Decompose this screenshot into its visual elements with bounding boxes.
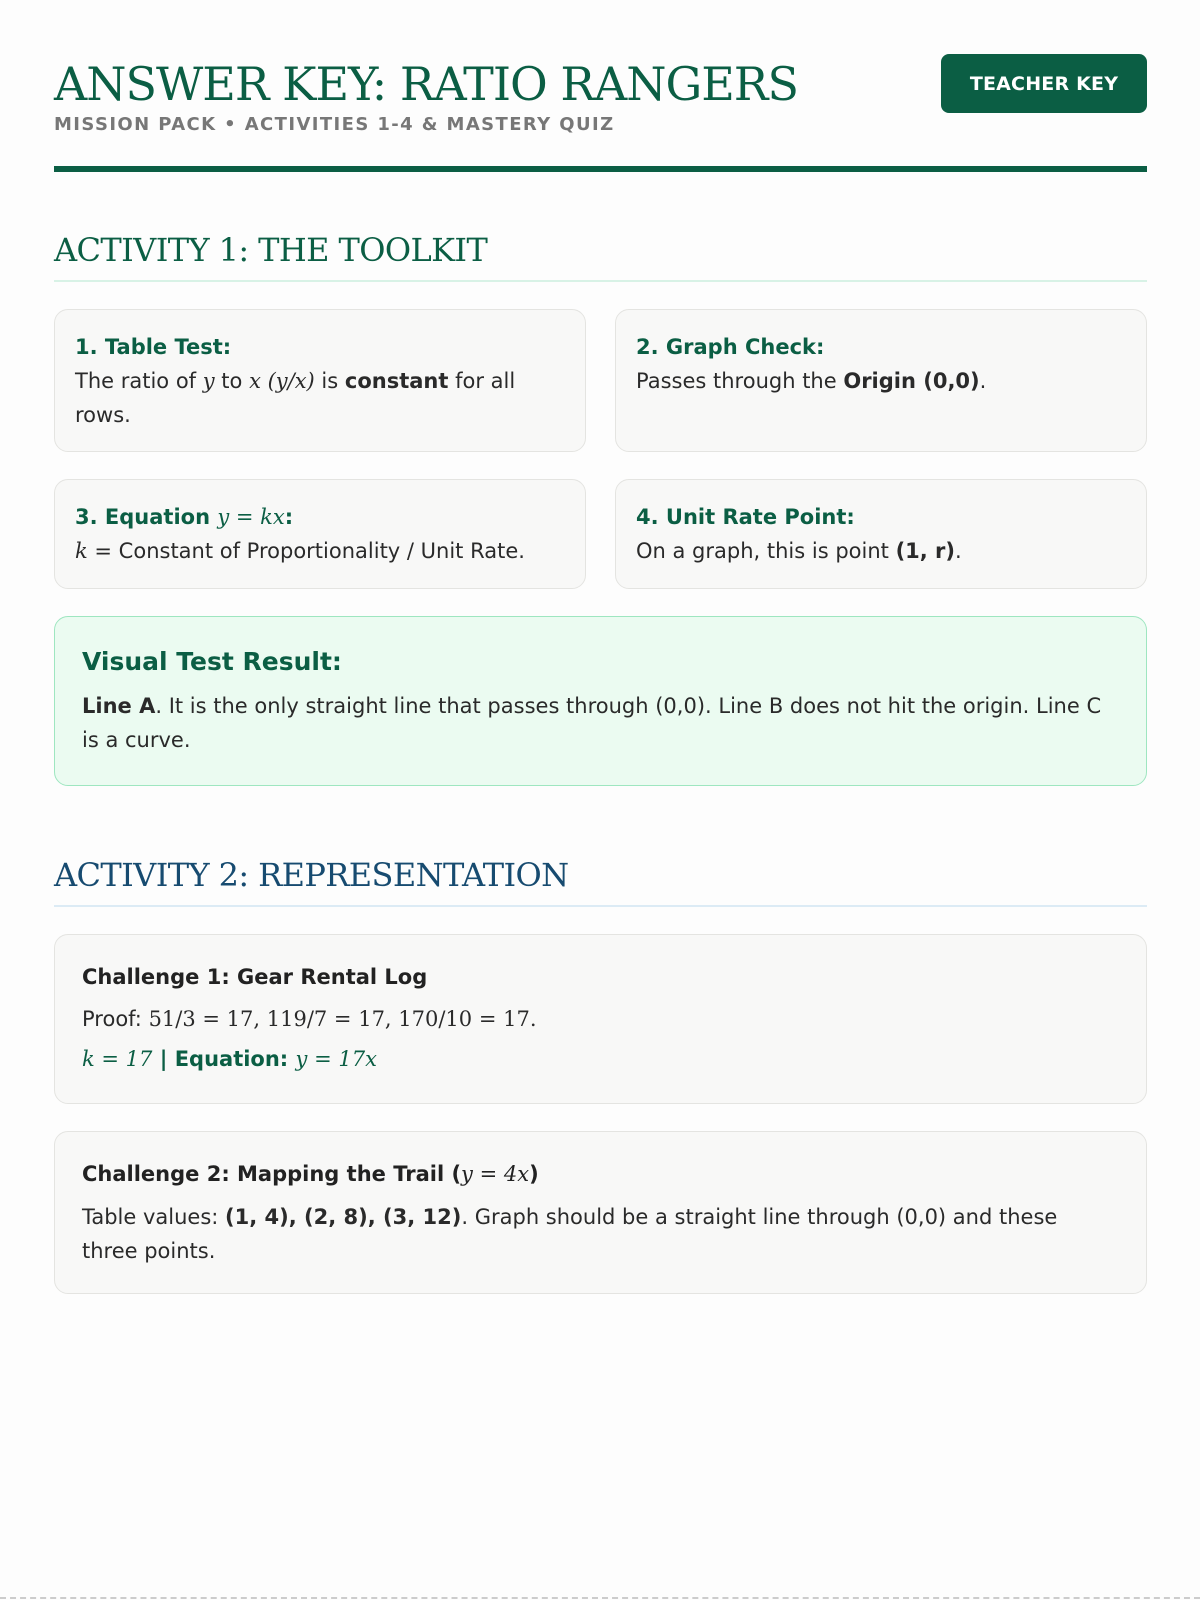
- activity-1-title: ACTIVITY 1: THE TOOLKIT: [54, 231, 488, 269]
- activity-2-title: ACTIVITY 2: REPRESENTATION: [54, 856, 569, 894]
- math-y: y: [202, 369, 215, 393]
- bold-constant: constant: [344, 369, 449, 393]
- page-break-line: [0, 1597, 1200, 1599]
- card-body: [75, 534, 565, 568]
- bold-point: (1, r): [895, 539, 956, 563]
- text: :: [284, 505, 294, 529]
- text: The ratio of: [75, 369, 203, 393]
- page-header: [54, 0, 1147, 174]
- answer-key-page: [54, 0, 1147, 1263]
- header-divider: [54, 166, 1147, 172]
- challenge-heading: [82, 1162, 539, 1186]
- visual-test-result-card: [54, 616, 1147, 786]
- card-body: [636, 534, 1126, 568]
- text: Challenge 2: Mapping the Trail (: [82, 1162, 462, 1186]
- text: Table values:: [82, 1205, 226, 1229]
- card-heading: 4. Unit Rate Point:: [636, 505, 855, 529]
- math-k-value: k = 17: [82, 1047, 153, 1071]
- text: | Equation:: [152, 1047, 296, 1071]
- activity-2-divider: [54, 905, 1147, 907]
- activity-1-divider: [54, 280, 1147, 282]
- text: . It is the only straight line that passes through (0,0). Line B does not hit the origin. Line C is a curve.: [82, 694, 1102, 752]
- card-heading: 2. Graph Check:: [636, 335, 825, 359]
- math-equation: y = 4x: [461, 1162, 530, 1186]
- card-body: [636, 364, 1126, 398]
- text: .: [979, 369, 987, 393]
- text: = Constant of Proportionality / Unit Rate.: [87, 539, 525, 563]
- text: . Graph should be a straight line through (0,0) and these three points.: [82, 1205, 1058, 1263]
- text: Passes through the: [636, 369, 844, 393]
- text: 3. Equation: [75, 505, 218, 529]
- math-equation: y = 17x: [295, 1047, 377, 1071]
- math-ratio: (y/x): [260, 369, 315, 393]
- bold-origin: Origin (0,0): [843, 369, 980, 393]
- card-body: [75, 364, 565, 432]
- math-x: x: [249, 369, 261, 393]
- challenge-answer: [82, 1042, 1119, 1076]
- bold-table-values: (1, 4), (2, 8), (3, 12): [225, 1205, 462, 1229]
- text: to: [214, 369, 250, 393]
- bold-line-a: Line A: [82, 694, 156, 718]
- card-heading: [75, 505, 293, 529]
- challenge-body: [82, 1200, 1119, 1268]
- challenge-heading: Challenge 1: Gear Rental Log: [82, 965, 428, 989]
- result-body: [82, 689, 1119, 757]
- text: .: [955, 539, 962, 563]
- teacher-key-badge: TEACHER KEY: [941, 54, 1147, 113]
- page-subtitle: MISSION PACK • ACTIVITIES 1-4 & MASTERY QUIZ: [54, 114, 615, 135]
- text: is: [314, 369, 345, 393]
- card-heading: 1. Table Test:: [75, 335, 232, 359]
- challenge-2-card: [54, 1131, 1147, 1294]
- math-equation: y = kx: [217, 505, 285, 529]
- text: for all rows.: [75, 369, 516, 427]
- toolkit-card-equation: [54, 479, 586, 589]
- text: ): [529, 1162, 539, 1186]
- toolkit-card-table-test: [54, 309, 586, 452]
- toolkit-card-unit-rate: [615, 479, 1147, 589]
- toolkit-card-graph-check: [615, 309, 1147, 452]
- challenge-1-card: [54, 934, 1147, 1104]
- math-proof: 51/3 = 17, 119/7 = 17, 170/10 = 17.: [148, 1007, 537, 1031]
- text: On a graph, this is point: [636, 539, 896, 563]
- page-title: ANSWER KEY: RATIO RANGERS: [54, 57, 798, 111]
- challenge-proof: [82, 1002, 1119, 1036]
- text: Proof:: [82, 1007, 149, 1031]
- math-k: k: [75, 539, 88, 563]
- result-heading: Visual Test Result:: [82, 647, 342, 676]
